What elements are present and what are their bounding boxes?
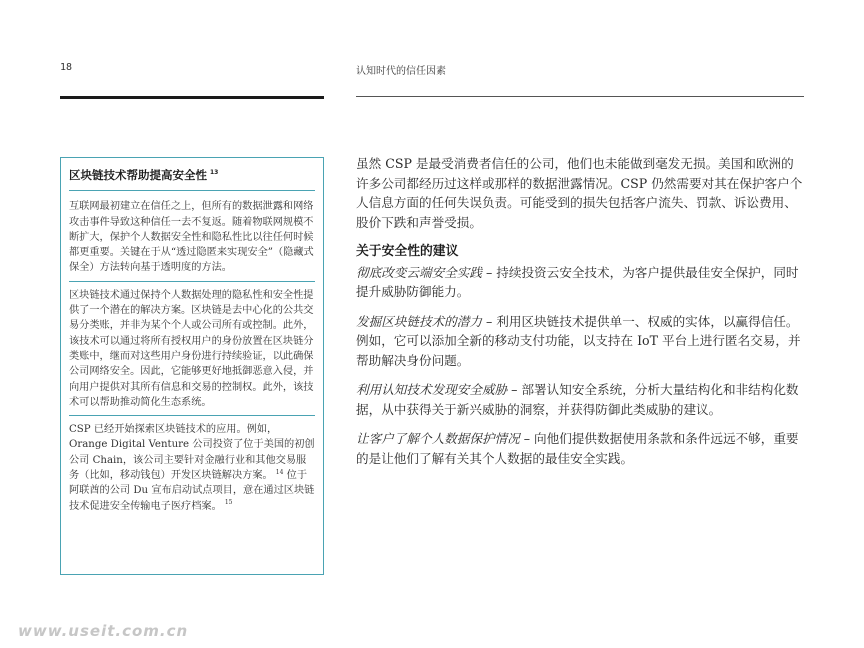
footnote-ref: 13	[210, 169, 219, 177]
recommendation-body: 部署认知安全系统，分析大量结构化和非结构化数据，从中获得关于新兴威胁的洞察，并获得防御此类威胁的建议。	[356, 382, 799, 417]
recommendation-body: 利用区块链技术提供单一、权威的实体，以赢得信任。例如，它可以添加全新的移动支付功能，以支持在 IoT 平台上进行匿名交易，并帮助解决身份问题。	[356, 313, 801, 368]
sidebar-paragraph: 区块链技术通过保持个人数据处理的隐私性和安全性提供了一个潜在的解决方案。区块链是去中心化的公共交易分类账，并非为某个个人或公司所有或控制。此外，该技术可以通过将所有授权用户的身份放置在区块链分类账中，继而对这些用户身份进行持续验证，以此确保公司网络安全。因此，它能够更好地抵御恶意入侵，并向用户提供对其所有信息和交易的控制权。此外，该技术可以帮助推动简化生态系统。	[69, 288, 315, 416]
recommendation-title: 发掘区块链技术的潜力	[356, 313, 482, 329]
sidebar-title	[69, 168, 315, 191]
sidebar-box	[60, 157, 324, 575]
recommendation-item	[356, 312, 804, 371]
recommendation-title: 彻底改变云端安全实践	[356, 264, 482, 280]
sidebar-paragraph	[69, 422, 315, 519]
recommendation-body: 向他们提供数据使用条款和条件远远不够，重要的是让他们了解有关其个人数据的最佳安全实践。	[356, 431, 799, 466]
recommendation-item	[356, 263, 804, 302]
footnote-ref: 14	[275, 468, 284, 476]
sidebar-paragraph-text: CSP 已经开始探索区块链技术的应用。例如，Orange Digital Venture 公司投资了位于美国的初创公司 Chain，该公司主要针对金融行业和其他交易服务（比如，移动钱包）开发区块链解决方案。	[69, 424, 315, 482]
recommendation-separator: –	[481, 313, 497, 329]
recommendation-body: 持续投资云安全技术，为客户提供最佳安全保护，同时提升威胁防御能力。	[356, 264, 799, 299]
recommendation-title: 利用认知技术发现安全威胁	[356, 382, 508, 397]
sidebar-paragraph: 互联网最初建立在信任之上，但所有的数据泄露和网络攻击事件导致这种信任一去不复返。随着物联网规模不断扩大，保护个人数据安全性和隐私性比以往任何时候都更重要。关键在于从“透过隐匿来实现安全”（隐藏式保全）方法转向基于透明度的方法。	[69, 199, 315, 281]
watermark: www.useit.com.cn	[18, 622, 189, 640]
recommendation-separator: –	[507, 382, 522, 397]
main-column	[356, 154, 804, 478]
running-title: 认知时代的信任因素	[356, 66, 446, 77]
sidebar-title-text: 区块链技术帮助提高安全性	[69, 168, 207, 182]
header-rule-left	[60, 96, 324, 99]
sidebar-paragraph-text: 位于阿联酋的公司 Du 宣布启动试点项目，意在通过区块链技术促进安全传输电子医疗档案。	[69, 470, 315, 512]
header-rule-right	[356, 96, 804, 97]
section-heading: 关于安全性的建议	[356, 244, 459, 259]
recommendation-title: 让客户了解个人数据保护情况	[356, 431, 520, 446]
recommendation-separator: –	[481, 264, 497, 280]
recommendation-item	[356, 380, 804, 419]
footnote-ref: 15	[224, 499, 233, 507]
recommendation-separator: –	[519, 431, 535, 446]
page-number: 18	[60, 62, 73, 73]
intro-paragraph: 虽然 CSP 是最受消费者信任的公司，他们也未能做到毫发无损。美国和欧洲的许多公司都经历过这样或那样的数据泄露情况。CSP 仍然需要对其在保护客户个人信息方面的任何失误负责。可能受到的损失包括客户流失、罚款、诉讼费用、股价下跌和声誉受损。	[356, 156, 803, 230]
recommendation-item	[356, 429, 804, 468]
